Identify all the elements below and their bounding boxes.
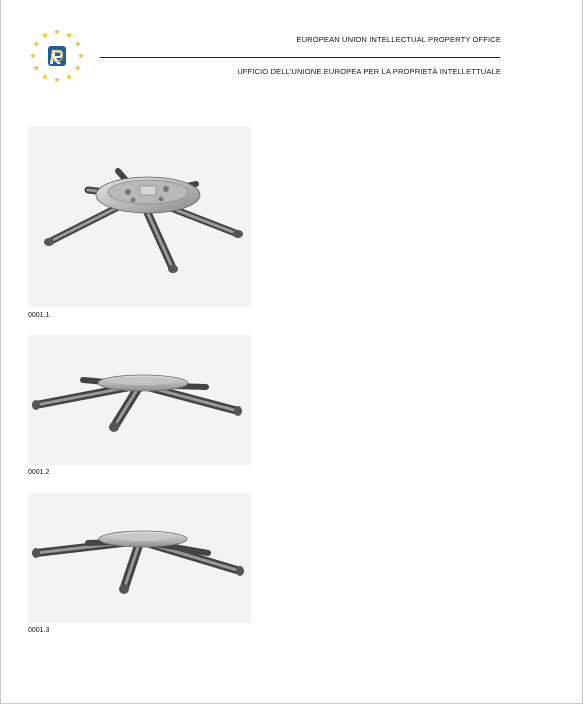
logo-star-icon [66,32,72,38]
logo-star-icon [42,74,48,80]
logo-star-icon [75,41,81,47]
header-divider [100,57,500,58]
logo-star-icon [33,41,39,47]
design-view-2-image [28,335,251,465]
euipo-logo-icon [28,28,86,86]
design-view-1-image [28,126,251,307]
logo-star-icon [66,74,72,80]
logo-star-icon [78,53,84,59]
view-2-label: 0001.2 [28,469,50,476]
logo-star-icon [54,77,60,83]
view-1-label: 0001.1 [28,312,50,319]
logo-star-icon [54,29,60,35]
office-name-en: EUROPEAN UNION INTELLECTUAL PROPERTY OFFICE [296,35,501,44]
logo-star-icon [75,65,81,71]
view-3-label: 0001.3 [28,627,50,634]
logo-star-icon [33,65,39,71]
design-view-3-image [28,493,251,623]
logo-star-icon [30,53,36,59]
office-name-it: UFFICIO DELL'UNIONE EUROPEA PER LA PROPRIETÀ INTELLETTUALE [237,67,501,76]
logo-star-icon [42,32,48,38]
